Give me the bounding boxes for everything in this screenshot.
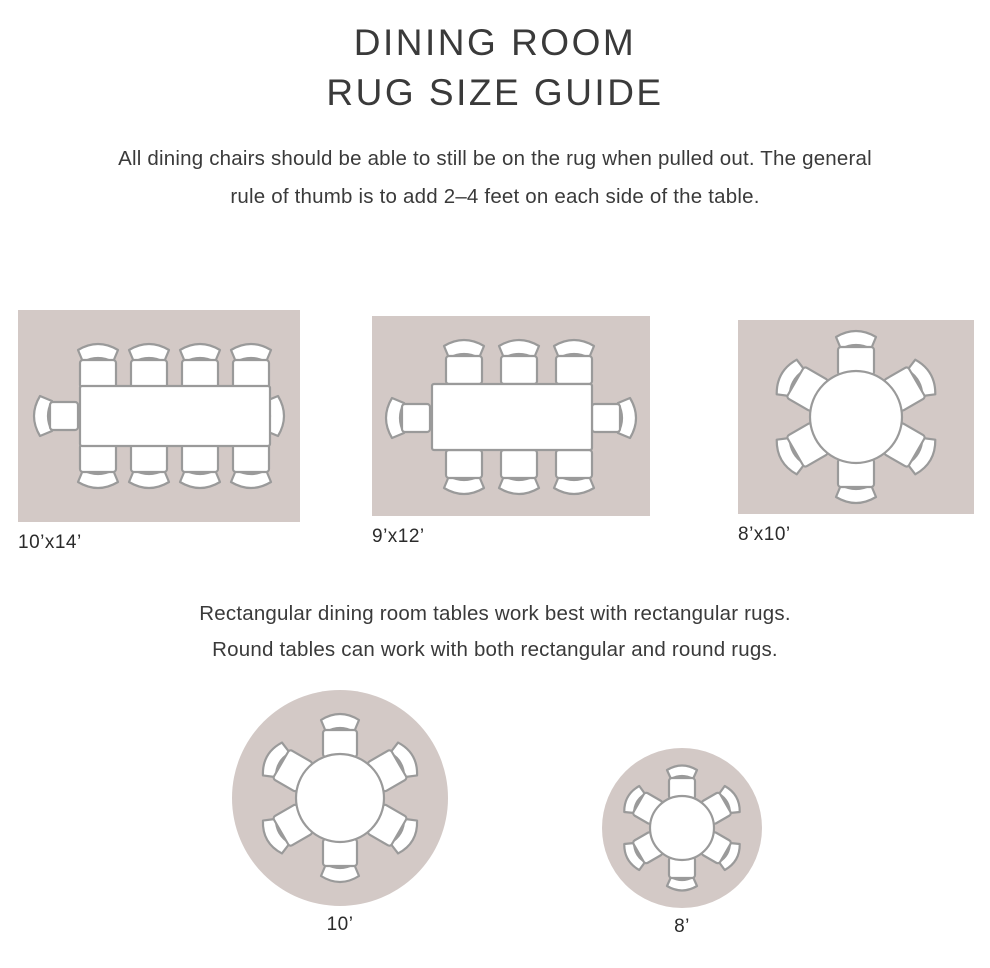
chair-left: [34, 396, 78, 436]
middle-note-line-2: Round tables can work with both rectangular and round rugs.: [212, 637, 778, 661]
rug-area-9x12: [372, 316, 650, 516]
dining-table: [810, 371, 902, 463]
dining-table: [80, 386, 270, 446]
page-title: [0, 0, 990, 118]
round-rug-row: [0, 690, 990, 960]
caption-rect-8x10: 8’x10’: [738, 524, 791, 545]
chair-4: [836, 459, 876, 503]
chair-1: [667, 766, 697, 800]
chair-bottom-2: [499, 450, 539, 494]
intro-paragraph: All dining chairs should be able to still be on the rug when pulled out. The general rule of thumb is to add 2–4 feet on each side of the table.: [118, 146, 872, 208]
chair-bottom-1: [444, 450, 484, 494]
chair-1: [321, 714, 359, 757]
chair-top-2: [129, 344, 169, 388]
chair-top-3: [554, 340, 594, 384]
chair-top-1: [444, 340, 484, 384]
rug-area-round-8: [602, 748, 762, 908]
middle-note: [0, 596, 990, 668]
chair-bottom-4: [231, 444, 271, 488]
dining-table: [296, 754, 384, 842]
chair-bottom-3: [180, 444, 220, 488]
chair-bottom-2: [129, 444, 169, 488]
chair-4: [667, 857, 697, 891]
chair-top-2: [499, 340, 539, 384]
chair-top-1: [78, 344, 118, 388]
diagram-rect-8x10: [738, 320, 974, 546]
chair-4: [321, 839, 359, 882]
rug-area-round-10: [232, 690, 448, 906]
chair-top-4: [231, 344, 271, 388]
rectangular-rug-row: [0, 310, 990, 560]
furniture-layout-8x10: [738, 320, 974, 514]
rug-area-8x10: [738, 320, 974, 514]
dining-table: [432, 384, 592, 450]
caption-round-10: 10’: [326, 914, 354, 935]
furniture-layout-round-8: [602, 748, 762, 908]
page-title-line-2: RUG SIZE GUIDE: [326, 71, 664, 113]
chair-bottom-3: [554, 450, 594, 494]
furniture-layout-10x14: [18, 310, 300, 522]
furniture-layout-9x12: [372, 316, 650, 516]
dining-table: [650, 796, 714, 860]
chair-top-3: [180, 344, 220, 388]
diagram-rect-9x12: [372, 316, 650, 548]
page-title-line-1: DINING ROOM: [353, 22, 637, 63]
caption-rect-9x12: 9’x12’: [372, 526, 425, 547]
diagram-round-10: [232, 690, 448, 936]
middle-note-line-1: Rectangular dining room tables work best with rectangular rugs.: [199, 602, 791, 625]
rug-area-10x14: [18, 310, 300, 522]
chair-right: [592, 398, 636, 438]
caption-rect-10x14: 10’x14’: [18, 532, 82, 553]
diagram-round-8: [602, 748, 762, 938]
caption-round-8: 8’: [674, 916, 690, 937]
chair-left: [386, 398, 430, 438]
diagram-rect-10x14: [18, 310, 300, 554]
chair-1: [836, 331, 876, 375]
furniture-layout-round-10: [232, 690, 448, 906]
chair-bottom-1: [78, 444, 118, 488]
